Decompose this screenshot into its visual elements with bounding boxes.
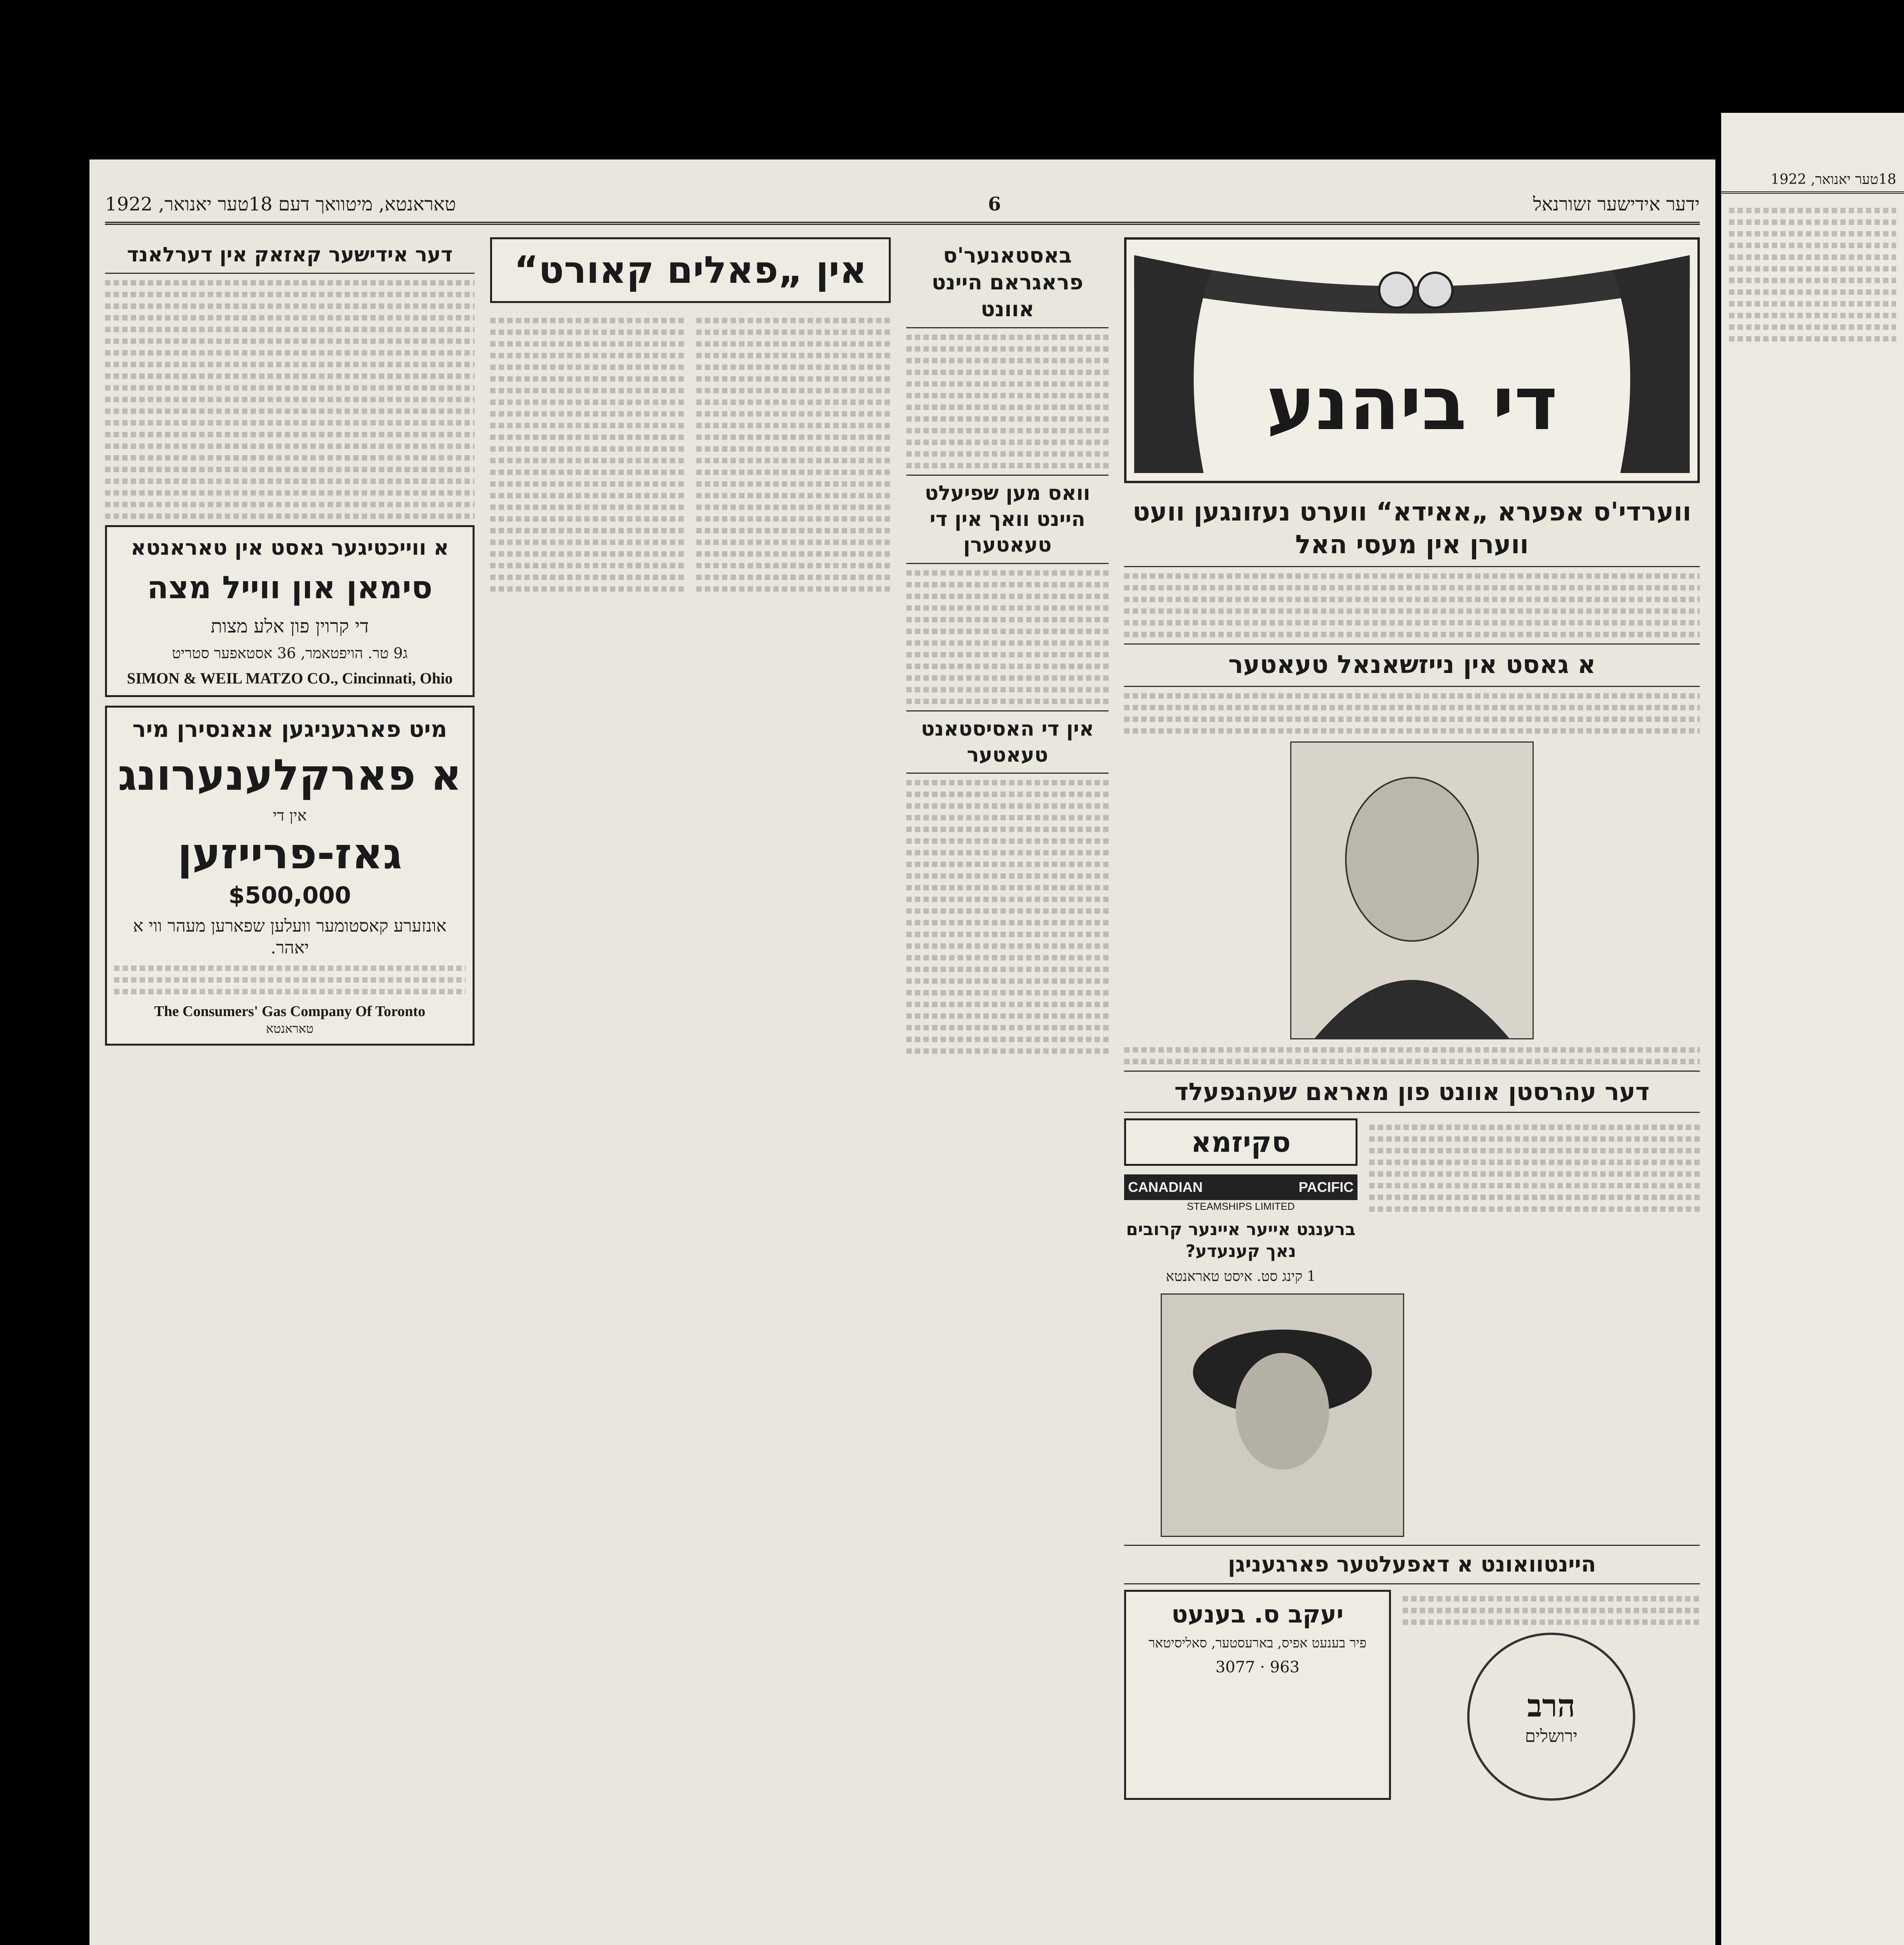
jacob-bennett-ad (1124, 1590, 1391, 1800)
jacob-title: יעקב ס. בענעט (1171, 1600, 1344, 1629)
movie-column (490, 237, 891, 1945)
double-pleasure-headline: היינטוואונט א דאפעלטער פארגעניגן (1124, 1545, 1700, 1584)
gas-tail: אונזערע קאסטומער וועלען שפארען מעהר ווי א יאהר. (133, 916, 447, 958)
theatre-banner (1124, 237, 1700, 483)
theatre-column (1124, 237, 1700, 1945)
gas-city: טאראנטא (266, 1021, 314, 1036)
national-theatre-headline: א גאסט אין נייזשאנאל טעאטער (1124, 643, 1700, 687)
gas-company: The Consumers' Gas Company Of Toronto (154, 1003, 426, 1020)
gas-amount: $500,000 (228, 882, 351, 909)
gas-title: א פארקלענערונג (118, 750, 462, 800)
schoenfeld-headline: דער עהרסטן אוונט פון מאראם שעהנפעלד (1124, 1071, 1700, 1113)
gas-sub: אין די (273, 807, 307, 825)
page-number: 6 (988, 193, 1001, 215)
gas-title2: גאז-פרייזען (177, 828, 402, 878)
matzo-ad (105, 525, 475, 697)
matzo-title: א ווייכטיגער גאסט אין טאראנטא (131, 535, 449, 560)
movie-headline: אין „פאלים קאורט“ (514, 248, 867, 292)
masthead-left-text: טאראנטא, מיטוואך דעם 18טער יאנואר, 1922 (105, 193, 456, 215)
aida-headline: ווערדי'ס אפערא „אאידא“ ווערט נעזונגען וועט ווערן אין מעסי האל (1124, 491, 1700, 567)
skizma-title: סקיזמא (1191, 1126, 1291, 1159)
facing-page-edge (1721, 113, 1904, 1945)
left-headline: דער אידישער קאזאק אין דערלאנד (105, 237, 475, 274)
jacob-text: פיר בענעט אפיס, בארעסטער, סאליסיטאר (1148, 1635, 1367, 1651)
theatre-banner-title: די ביהנע (1266, 361, 1558, 447)
matzo-address: ג9 טר. הויפטאמר, 36 אסטאפער סטריט (172, 645, 408, 662)
cp-left: CANADIAN (1128, 1179, 1203, 1195)
newspaper-page (89, 159, 1715, 1945)
right-page-date: 18טער יאנואר, 1922 (1721, 113, 1904, 194)
matzo-company: SIMON & WEIL MATZO CO., Cincinnati, Ohio (127, 669, 453, 687)
masthead (105, 187, 1700, 225)
news-column (906, 237, 1109, 1945)
stamp-line2: ירושלים (1525, 1726, 1578, 1747)
cp-right: PACIFIC (1298, 1179, 1354, 1195)
jacob-phones: 3077 · 963 (1215, 1658, 1300, 1676)
assistant-theatre-headline: אין די האסיסטאנט טעאטער (906, 710, 1109, 774)
movie-headline-box (490, 237, 891, 303)
matzo-sub: די קרוין פון אלע מצות (210, 615, 369, 638)
matzo-brand: סימאן און ווייל מצה (147, 569, 433, 606)
skizma-ad (1124, 1118, 1357, 1166)
gas-intro: מיט פארגעניגען אנאנסירן מיר (132, 716, 447, 743)
cp-sub: STEAMSHIPS LIMITED (1187, 1200, 1295, 1213)
actor-portrait-image (1290, 741, 1534, 1039)
woman-portrait-image (1161, 1293, 1404, 1537)
boston-headline: באסטאנער'ס פראגראם היינט אוונט (906, 237, 1109, 328)
left-column (105, 237, 475, 1945)
cp-text: ברענגט אייער איינער קרובים נאך קענעדע? (1126, 1219, 1356, 1262)
theatre-text-block (1369, 1118, 1700, 1286)
masthead-right-text: ידער אידישער זשורנאל (1533, 193, 1700, 215)
gas-ad (105, 706, 475, 1046)
this-week-headline: וואס מען שפיעלט היינט וואך אין די טעאטערן (906, 475, 1109, 564)
rabbi-stamp (1467, 1633, 1635, 1801)
cp-address: 1 קינג סט. איסט טאראנטא (1166, 1269, 1316, 1285)
canadian-pacific-logo (1124, 1174, 1357, 1200)
stamp-line1: הרב (1527, 1687, 1575, 1724)
